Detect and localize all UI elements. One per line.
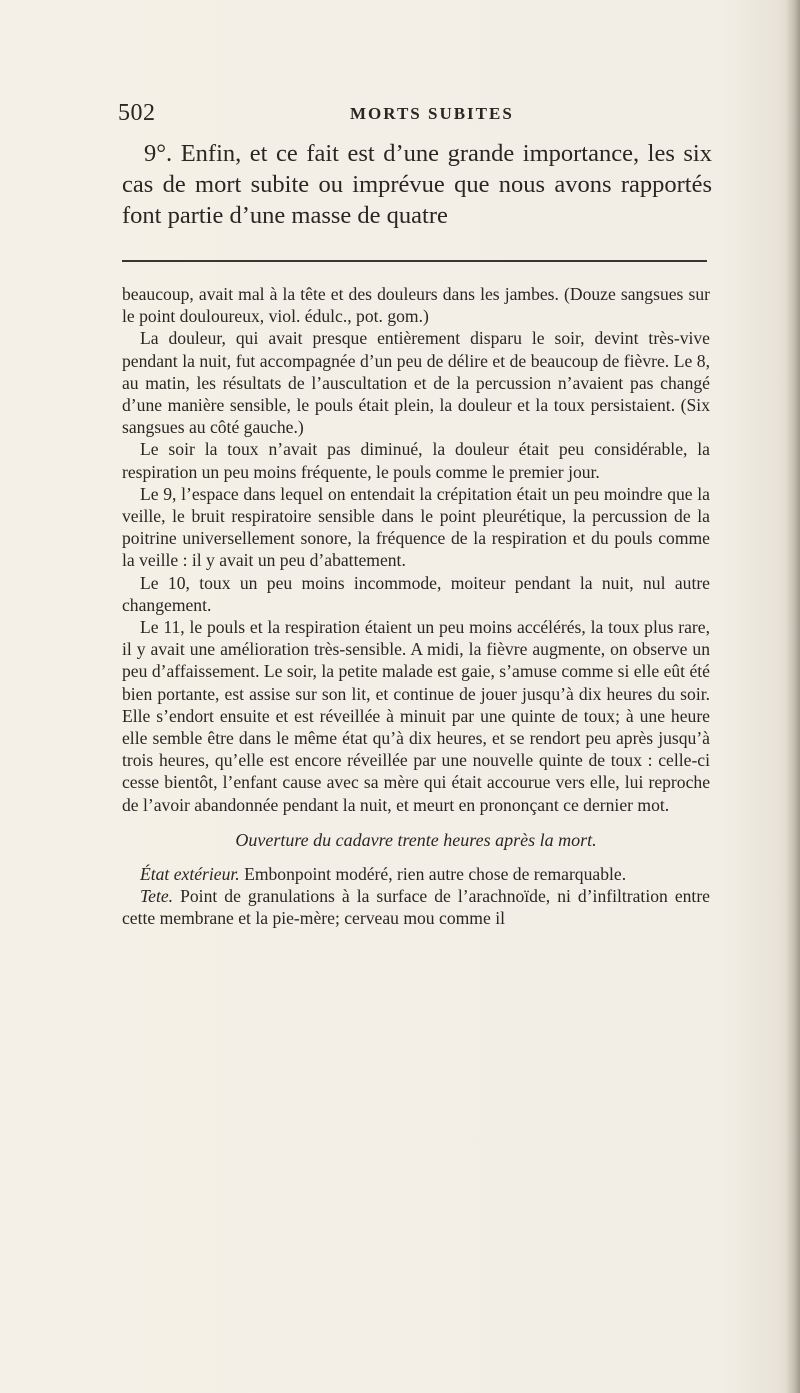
note-paragraph-4: Le 9, l’espace dans lequel on entendait la crépitation était un peu moindre que la veille, le bruit respiratoire sensible dans le point pleurétique, la percussion de la poitrine universellement sonore, la fréquence de la respiration et du pouls comme la veille : il y avait un peu d’abattement. (122, 483, 710, 571)
page-number: 502 (118, 100, 156, 126)
etat-exterieur-label: État extérieur. (140, 864, 240, 885)
note-paragraph-6: Le 11, le pouls et la respiration étaient un peu moins accélérés, la toux plus rare, il y avait une amélioration très-sensible. A midi, la fièvre augmente, on observe un peu d’affaissement. Le soir, la petite malade est gaie, s’amuse comme si elle eût été bien portante, est assise sur son lit, et continue de jouer jusqu’à dix heures du soir. Elle s’endort ensuite et est réveillée à minuit par une quinte de toux; à une heure elle semble être dans le même état qu’à dix heures, et se rendort peu après jusqu’à trois heures, qu’elle est encore réveillée par une nouvelle quinte de toux : celle-ci cesse bientôt, l’enfant cause avec sa mère qui était accourue vers elle, lui reproche de l’avoir abandonnée pendant la nuit, et meurt en prononçant ce dernier mot. (122, 617, 710, 815)
section-heading: Ouverture du cadavre trente heures après la mort. (235, 829, 597, 850)
etat-exterieur-text: Embonpoint modéré, rien autre chose de remarquable. (239, 864, 627, 885)
note-paragraph-5: Le 10, toux un peu moins incommode, moiteur pendant la nuit, nul autre changement. (122, 572, 710, 615)
main-text (122, 138, 712, 231)
main-paragraph: 9°. Enfin, et ce fait est d’une grande importance, les six cas de mort subite ou imprévue que nous avons rapportés font partie d’une masse de quatre (122, 140, 712, 229)
tete-label: Tete. (140, 886, 174, 907)
note-paragraph-8 (122, 885, 710, 929)
footnote-rule (122, 260, 707, 262)
running-head: MORTS SUBITES (350, 104, 514, 123)
note-paragraph-1: beaucoup, avait mal à la tête et des douleurs dans les jambes. (Douze sangsues sur le point douloureux, viol. édulc., pot. gom.) (122, 284, 710, 327)
note-paragraph-2: La douleur, qui avait presque entièrement disparu le soir, devint très-vive pendant la nuit, fut accompagnée d’un peu de délire et de beaucoup de fièvre. Le 8, au matin, les résultats de l’auscultation et de la percussion n’avaient pas changé d’une manière sensible, le pouls était plein, la douleur et la toux persistaient. (Six sangsues au côté gauche.) (122, 328, 710, 438)
page-header (118, 100, 698, 130)
footnote-block (122, 283, 710, 930)
page-edge-shadow (786, 0, 800, 1393)
tete-text: Point de granulations à la surface de l’arachnoïde, ni d’infiltration entre cette membrane et la pie-mère; cerveau mou comme il (122, 886, 710, 929)
note-paragraph-3: Le soir la toux n’avait pas diminué, la douleur était peu considérable, la respiration un peu moins fréquente, le pouls comme le premier jour. (122, 439, 710, 482)
note-paragraph-7 (122, 863, 710, 885)
